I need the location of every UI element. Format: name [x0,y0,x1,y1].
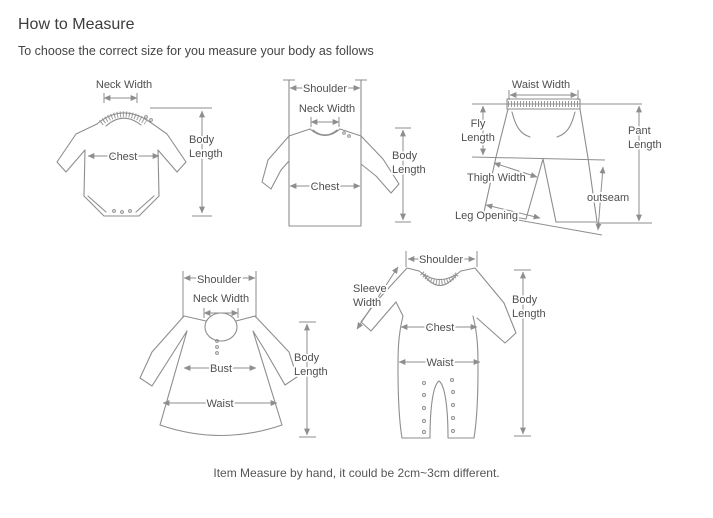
footer-note: Item Measure by hand, it could be 2cm~3cm different. [213,466,500,480]
romper-chest-label: Chest [425,322,455,334]
measure-shirt-body-length [392,128,426,222]
measure-romper-shoulder [406,251,477,267]
romper-sleeve-width-label: Sleeve Width [353,283,387,309]
bodysuit-neck-width-label: Neck Width [95,79,153,91]
shirt-collar [310,129,340,136]
diagram-shirt [262,80,426,226]
pants-pant-length-label: Pant Length [628,125,662,151]
pants-pockets [512,112,575,137]
pants-leg-opening-label: Leg Opening [455,210,518,222]
measure-romper-body-length [512,270,546,436]
shirt-chest-label: Chest [310,181,340,193]
diagram-romper [353,251,546,438]
measure-romper-sleeve-width [353,267,398,329]
measure-pants-waist-width [509,79,578,100]
pants-thigh-width-label: Thigh Width [467,172,526,184]
shirt-shoulder-label: Shoulder [302,83,348,95]
measure-shirt-shoulder [283,80,367,95]
romper-waist-label: Waist [426,357,454,369]
page-title: How to Measure [18,15,135,33]
dress-neckline [205,313,237,341]
measure-dress-bust [184,363,256,375]
dress-shoulder-label: Shoulder [196,274,242,286]
diagram-bodysuit [57,79,223,216]
romper-shoulder-label: Shoulder [418,254,464,266]
measure-bodysuit-chest [88,151,159,163]
diagram-dress [140,271,328,437]
bodysuit-crotch-snaps [113,210,132,214]
dress-body-length-label: Body Length [294,352,328,378]
measure-shirt-chest [290,181,360,193]
pants-fly-length-label: Fly Length [461,118,495,144]
dress-buttons [216,340,219,355]
measure-romper-chest [401,322,477,334]
shirt-neck-width-label: Neck Width [298,103,356,115]
romper-body-length-label: Body Length [512,294,546,320]
bodysuit-outline [57,122,186,216]
bodysuit-chest-label: Chest [108,151,138,163]
measure-bodysuit-neck-width [96,79,152,103]
measure-dress-waist [163,398,277,410]
romper-leg-snaps [423,379,455,434]
romper-collar-ribbing [422,273,458,283]
pants-waist-width-label: Waist Width [511,79,571,91]
bodysuit-body-length-label: Body Length [189,134,223,160]
measure-dress-body-length [294,322,328,437]
measure-pants-pant-length [628,106,662,221]
measure-romper-waist [399,357,480,369]
pants-outseam-label: outseam [587,192,630,204]
page-subtitle: To choose the correct size for you measure your body as follows [18,43,374,58]
measure-pants-fly-length [461,106,495,155]
diagram-pants [455,79,662,235]
dress-outline [140,316,297,436]
dress-bust-label: Bust [209,363,233,375]
measure-pants-outseam [587,167,629,230]
measure-dress-neck-width [193,293,249,318]
measure-pants-thigh-width [467,163,537,184]
shirt-outline [262,80,399,226]
measure-shirt-neck-width [299,103,355,127]
dress-neck-width-label: Neck Width [192,293,250,305]
dress-waist-label: Waist [206,398,234,410]
shirt-body-length-label: Body Length [392,150,426,176]
